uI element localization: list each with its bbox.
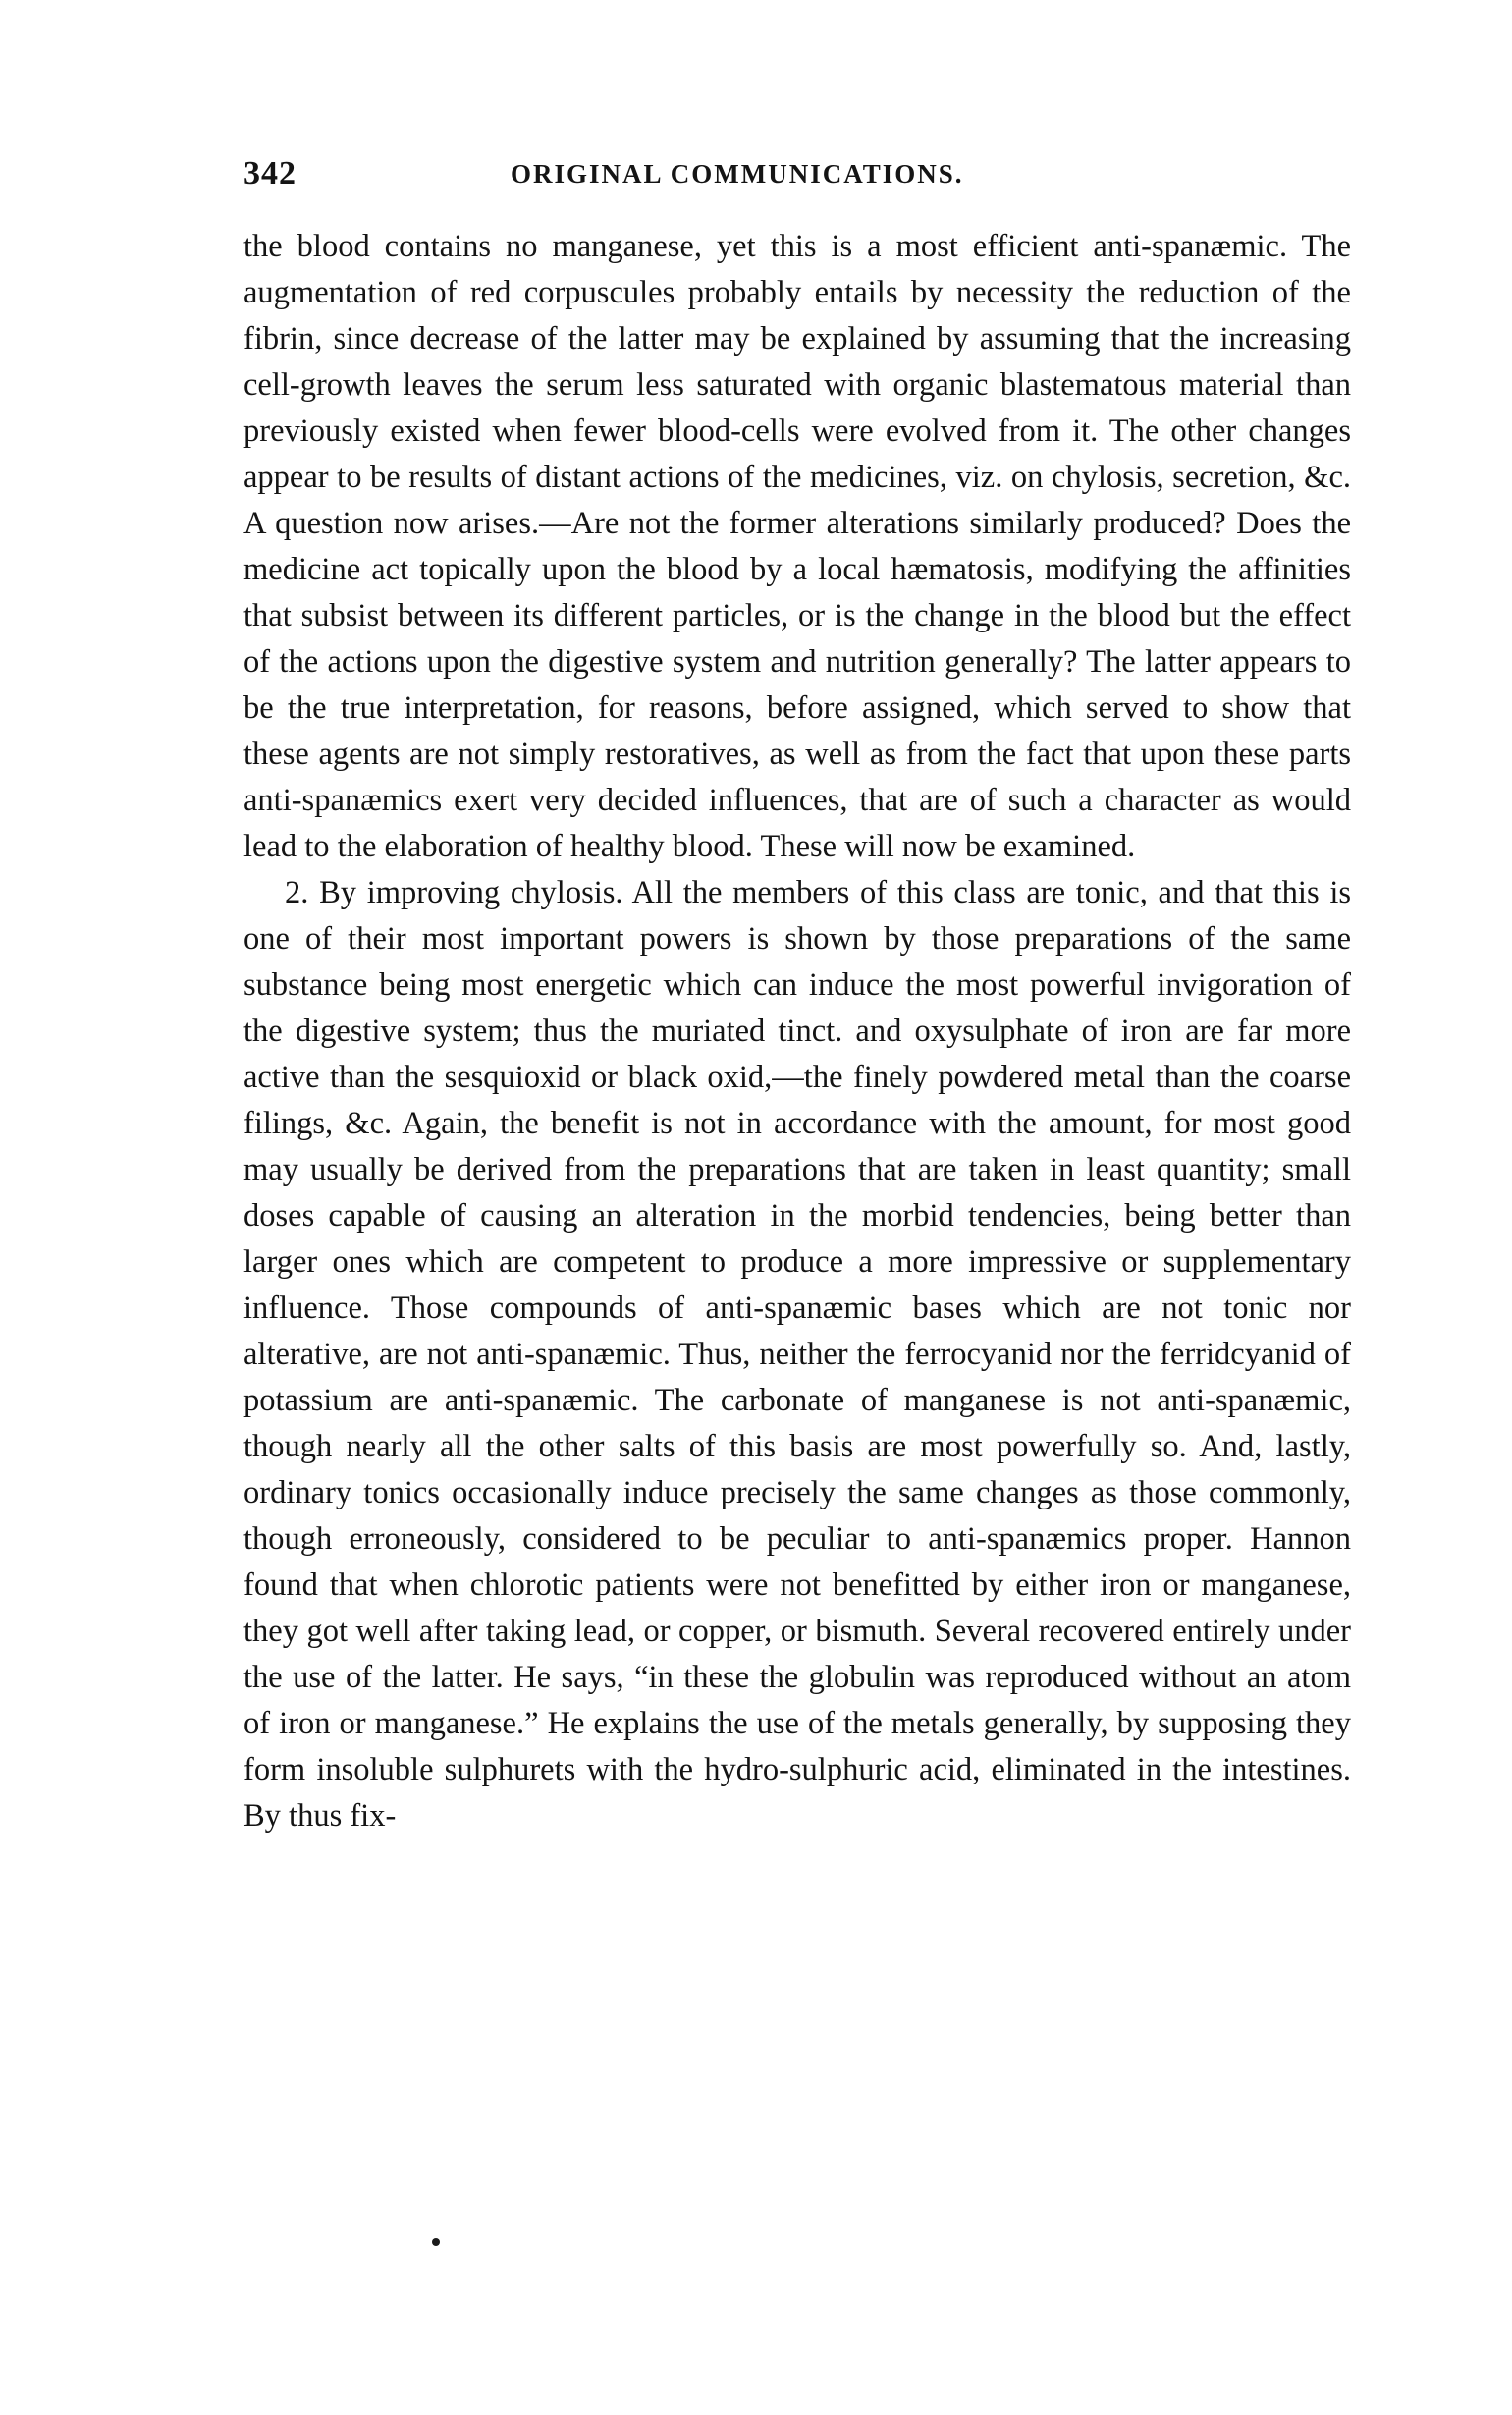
body-text [243, 224, 1351, 1839]
page-header [243, 155, 1351, 204]
page-number: 342 [243, 155, 297, 192]
paragraph-continued: the blood contains no manganese, yet this is a most efficient anti-spanæmic. The augmentation of red corpuscules probably entails by necessity the reduction of the fibrin, since decrease of the latter may be explained by assuming that the increasing cell-growth leaves the serum less saturated with organic blastematous material than previously existed when fewer blood-cells were evolved from it. The other changes appear to be results of distant actions of the medicines, viz. on chylosis, secretion, &c. A question now arises.—Are not the former alterations similarly produced? Does the medicine act topically upon the blood by a local hæmatosis, modifying the affinities that subsist between its different particles, or is the change in the blood but the effect of the actions upon the digestive system and nutrition generally? The latter appears to be the true interpretation, for reasons, before assigned, which served to show that these agents are not simply restoratives, as well as from the fact that upon these parts anti-spanæmics exert very decided influences, that are of such a character as would lead to the elaboration of healthy blood. These will now be examined. [243, 229, 1351, 864]
paragraph-improving-chylosis: 2. By improving chylosis. All the members of this class are tonic, and that this is one of their most important powers is shown by those preparations of the same substance being most energetic which can induce the most powerful invigoration of the digestive system; thus the muriated tinct. and oxysulphate of iron are far more active than the sesquioxid or black oxid,—the finely powdered metal than the coarse filings, &c. Again, the benefit is not in accordance with the amount, for most good may usually be derived from the preparations that are taken in least quantity; small doses capable of causing an alteration in the morbid tendencies, being better than larger ones which are competent to produce a more impressive or supplementary influence. Those compounds of anti-spanæmic bases which are not tonic nor alterative, are not anti-spanæmic. Thus, neither the ferrocyanid nor the ferridcyanid of potassium are anti-spanæmic. The carbonate of manganese is not anti-spanæmic, though nearly all the other salts of this basis are most powerfully so. And, lastly, ordinary tonics occasionally induce precisely the same changes as those commonly, though erroneously, considered to be peculiar to anti-spanæmics proper. Hannon found that when chlorotic patients were not benefitted by either iron or manganese, they got well after taking lead, or copper, or bismuth. Several recovered entirely under the use of the latter. He says, “in these the globulin was reproduced without an atom of iron or manganese.” He explains the use of the metals generally, by supposing they form insoluble sulphurets with the hydro-sulphuric acid, eliminated in the intestines. By thus fix- [243, 875, 1351, 1834]
running-title: ORIGINAL COMMUNICATIONS. [511, 159, 964, 189]
ink-speck [432, 2238, 440, 2246]
